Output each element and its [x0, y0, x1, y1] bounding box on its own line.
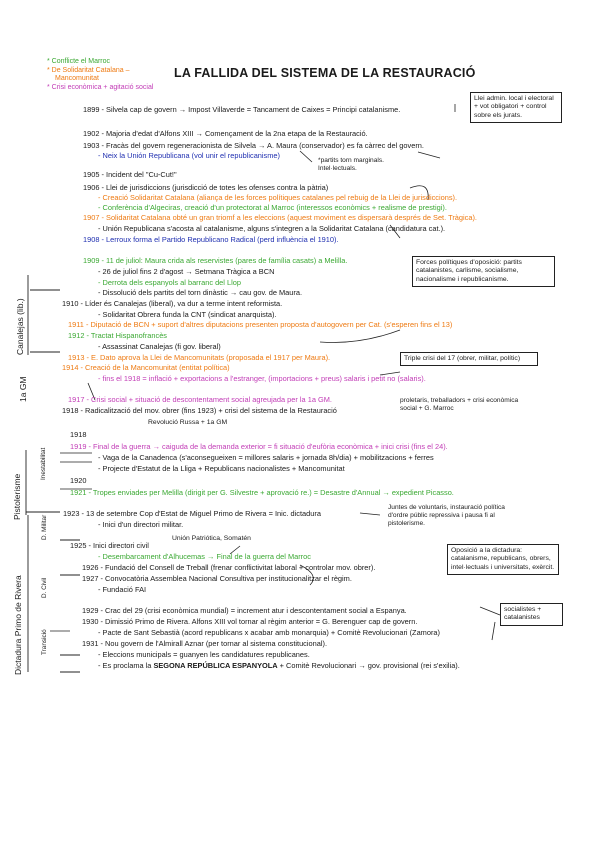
- line-1918: 1918: [70, 430, 87, 439]
- line-1905: 1905 - Incident del "Cu-Cut!": [83, 170, 177, 179]
- line-1906-solidaritat: - Creació Solidaritat Catalana (aliança de les forces polítiques catalanes pel rebuig de la Llei de jurisdiccions).: [98, 193, 458, 202]
- line-1908: 1908 - Lerroux forma el Partido Republicano Radical (perd influència el 1910).: [83, 235, 339, 244]
- line-1925: 1925 - Inici directori civil: [70, 541, 149, 550]
- side-label-dictadura: Dictadura Primo de Rivera: [13, 575, 23, 675]
- side-label-inestabilitat: Inestabilitat: [40, 447, 47, 480]
- line-1907-unio: - Unión Republicana s'acosta al catalanisme, alguns s'integren a la Solidaritat Catalana (candidatura cat.).: [98, 224, 446, 233]
- line-1919-estatut: - Projecte d'Estatut de la Lliga + Republicans nacionalistes + Mancomunitat: [98, 464, 345, 473]
- note-revolucio-russa: Revolució Russa + 1a GM: [148, 419, 228, 426]
- line-1923: 1923 - 13 de setembre Cop d'Estat de Miguel Primo de Rivera = Inic. dictadura: [63, 509, 321, 518]
- line-1909-setmana: - 26 de juliol fins 2 d'agost → Setmana Tràgica a BCN: [98, 267, 275, 276]
- line-1914-inflacio: - fins el 1918 = inflació + exportacions a l'estranger, (importacions + preus) salaris i petit no (salaris).: [98, 374, 426, 383]
- legend-item-solidaritat: * De Solidaritat Catalana –: [47, 66, 130, 74]
- line-1906-algeciras: - Conferència d'Algeciras, creació d'un protectorat al Marroc (interessos econòmics + realisme de prestigi).: [98, 203, 447, 212]
- line-1918-radicalitzacio: 1918 - Radicalització del mov. obrer (fins 1923) + crisi del sistema de la Restauració: [62, 406, 337, 415]
- line-1929: 1929 - Crac del 29 (crisi econòmica mundial) = increment atur i descontentament social a Espanya.: [82, 606, 407, 615]
- line-1931-eleccions: - Eleccions municipals = guanyen les candidatures republicanes.: [98, 650, 310, 659]
- line-1911: 1911 - Diputació de BCN + suport d'altres diputacions presenten proposta d'autogovern per Cat. (s'esperen fins el 13): [68, 320, 453, 329]
- line-1907: 1907 - Solidaritat Catalana obté un gran triomf a les eleccions (aquest moviment es dispersarà després de Set. Tràgica).: [83, 213, 477, 222]
- line-1910: 1910 - Líder és Canalejas (liberal), va dur a terme intent reformista.: [62, 299, 283, 308]
- line-1899: 1899 - Silvela cap de govern → Impost Villaverde = Tancament de Caixes = Principi catalanisme.: [83, 105, 401, 114]
- line-1931-republica: - Es proclama la SEGONA REPÚBLICA ESPANYOLA + Comitè Revolucionari → gov. provisional (rei s'exilia).: [98, 661, 460, 670]
- side-label-canalejas: Canalejas (lib.): [15, 298, 25, 355]
- legend-item-marroc: * Conflicte el Marroc: [47, 58, 111, 65]
- legend-item-mancomunitat: Mancomunitat: [55, 75, 99, 82]
- line-1927-fai: - Fundació FAI: [98, 585, 147, 594]
- line-1931: 1931 - Nou govern de l'Almirall Aznar (per tornar al sistema constitucional).: [82, 639, 328, 648]
- line-1920: 1920: [70, 476, 87, 485]
- line-1912: 1912 - Tractat Hispanofrancès: [68, 331, 168, 340]
- note-partits: *partits torn marginals. Intel·lectuals.: [318, 157, 384, 172]
- line-1926: 1926 - Fundació del Consell de Treball (frenar conflictivitat laboral + controlar mov. obrer).: [82, 563, 376, 572]
- line-1902: 1902 - Majoria d'edat d'Alfons XIII → Començament de la 2na etapa de la Restauració.: [83, 129, 368, 138]
- line-1923-directori: - Inici d'un directori militar.: [98, 520, 184, 529]
- side-label-transicio: Transició: [41, 629, 48, 655]
- note-socialistes: socialistes + catalanistes: [500, 603, 563, 626]
- side-label-dmilitar: D. Militar: [41, 514, 48, 540]
- line-1930: 1930 - Dimissió Primo de Rivera. Alfons XIII vol tornar al règim anterior = G. Berenguer cap de govern.: [82, 617, 418, 626]
- line-1906: 1906 - Llei de jurisdiccions (jurisdicció de totes les ofenses contra la pàtria): [83, 183, 329, 192]
- note-juntes: Juntes de voluntaris, instauració política d'ordre públic repressiva i pausa fi al pistolerisme.: [388, 504, 505, 527]
- line-1914: 1914 - Creació de la Mancomunitat (entitat política): [62, 363, 230, 372]
- line-1909-dissolucio: - Dissolució dels partits del torn dinàstic → cau gov. de Maura.: [98, 288, 303, 297]
- line-1927: 1927 - Convocatòria Assemblea Nacional Consultiva per institucionalitzar el règim.: [82, 574, 352, 583]
- side-label-pistolerisme: Pistolerisme: [12, 473, 22, 520]
- legend-item-crisi: * Crisi econòmica + agitació social: [47, 83, 154, 91]
- page-title: LA FALLIDA DEL SISTEMA DE LA RESTAURACIÓ: [174, 66, 476, 80]
- line-1909-llop: - Derrota dels espanyols al barranc del Llop: [98, 278, 241, 287]
- line-1930-pacte: - Pacte de Sant Sebastià (acord republicans x acabar amb monarquia) + Comitè Revolucionari (Zamora): [98, 628, 440, 637]
- line-1919-canadenca: - Vaga de la Canadenca (s'aconsegueixen = millores salaris + jornada 8h/dia) + mobilitzacions + ferres: [98, 453, 434, 462]
- note-llei-admin: Llei admin. local i electoral + vot obligatori + control sobre els jurats.: [470, 92, 562, 123]
- note-union-patriotica: Unión Patriótica, Somatén: [172, 535, 251, 542]
- line-1925-alhucemas: - Desembarcament d'Alhucemas → Final de la guerra del Marroc: [98, 552, 311, 561]
- note-forces-oposicio: Forces polítiques d'oposició: partits catalanistes, carlisme, socialisme, nacionalisme i republicanisme.: [412, 256, 555, 287]
- line-1903-unio: - Neix la Unión Republicana (vol unir el republicanisme): [98, 151, 280, 160]
- line-1913: 1913 - E. Dato aprova la Llei de Mancomunitats (proposada el 1917 per Maura).: [68, 353, 331, 362]
- line-1903: 1903 - Fracàs del govern regeneracionista de Silvela → A. Maura (conservador) es fa càrrec del govern.: [83, 141, 424, 150]
- note-triple-crisi: Triple crisi del 17 (obrer, militar, polític): [400, 352, 538, 366]
- side-label-1agm: 1a GM: [18, 376, 28, 402]
- line-1910-cnt: - Solidaritat Obrera funda la CNT (sindicat anarquista).: [98, 310, 277, 319]
- line-1917: 1917 - Crisi social + situació de descontentament social agreujada per la 1a GM.: [68, 395, 332, 404]
- note-oposicio-dictadura: Oposició a la dictadura: catalanisme, republicans, obrers, intel·lectuals i universitats, exèrcit.: [447, 544, 559, 575]
- line-1921: 1921 - Tropes enviades per Melilla (dirigit per G. Silvestre + aprovació re.) = Desastre d'Annual → expedient Picasso.: [70, 488, 454, 497]
- note-proletaris: proletaris, treballadors + crisi econòmica social + G. Marroc: [400, 397, 519, 412]
- line-1919: 1919 - Final de la guerra → caiguda de la demanda exterior = fi situació d'eufòria econòmica + inici crisi (fins el 24).: [70, 442, 448, 451]
- side-label-dcivil: D. Civil: [41, 577, 48, 598]
- line-1909: 1909 - 11 de juliol: Maura crida als reservistes (pares de família casats) a Melilla.: [83, 256, 348, 265]
- line-1912-canalejas: - Assassinat Canalejas (fi gov. liberal): [98, 342, 221, 351]
